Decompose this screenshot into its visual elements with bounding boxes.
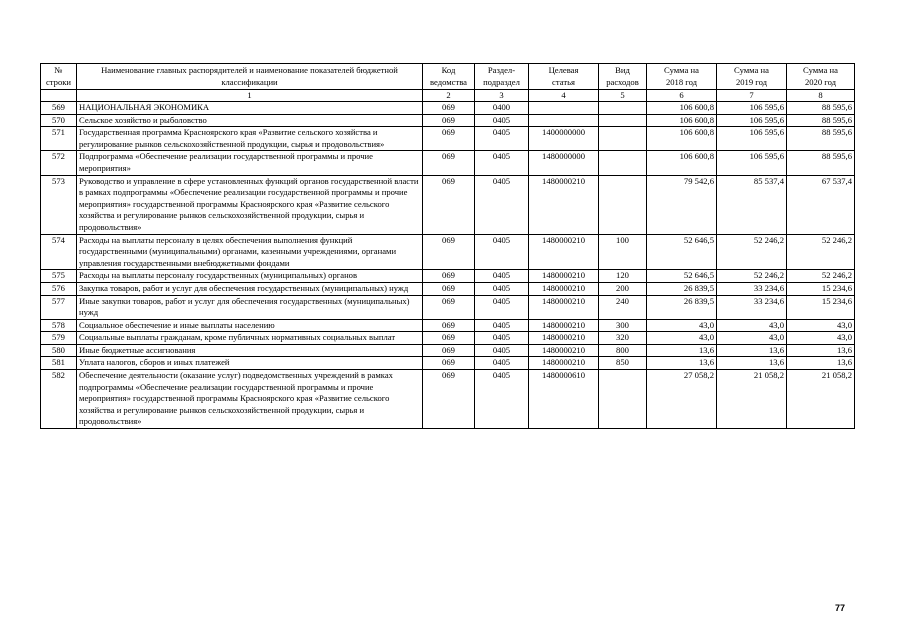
expense-type-cell: 240 xyxy=(599,295,647,319)
sum-2018-cell: 106 600,8 xyxy=(647,151,717,175)
table-row xyxy=(41,295,855,319)
expense-type-cell xyxy=(599,175,647,234)
dept-code-cell: 069 xyxy=(423,344,475,357)
sum-2018-cell: 26 839,5 xyxy=(647,282,717,295)
row-number-cell: 581 xyxy=(41,357,77,370)
row-number-cell: 569 xyxy=(41,102,77,115)
dept-code-cell: 069 xyxy=(423,270,475,283)
expense-type-cell xyxy=(599,127,647,151)
table-row xyxy=(41,319,855,332)
sum-2019-cell: 106 595,6 xyxy=(717,102,787,115)
column-number: 8 xyxy=(787,90,855,102)
row-name-cell: Руководство и управление в сфере установленных функций органов государственной власти в рамках подпрограммы «Обеспечение реализации государственной программы и прочие мероприятия» государственной программы Красноярского края «Развитие сельского хозяйства и регулирование рынков сельскохозяйственной продукции, сырья и продовольствия» xyxy=(77,175,423,234)
header-name: Наименование главных распорядителей и наименование показателей бюджетной классификации xyxy=(77,64,423,90)
sum-2018-cell: 27 058,2 xyxy=(647,370,717,429)
row-number-cell: 571 xyxy=(41,127,77,151)
sum-2018-cell: 13,6 xyxy=(647,357,717,370)
expense-type-cell xyxy=(599,151,647,175)
target-article-cell: 1480000610 xyxy=(529,370,599,429)
target-article-cell: 1480000210 xyxy=(529,344,599,357)
target-article-cell: 1480000210 xyxy=(529,319,599,332)
sum-2020-cell: 88 595,6 xyxy=(787,151,855,175)
sum-2020-cell: 88 595,6 xyxy=(787,114,855,127)
dept-code-cell: 069 xyxy=(423,295,475,319)
sum-2020-cell: 67 537,4 xyxy=(787,175,855,234)
header-section: Раздел-подраздел xyxy=(475,64,529,90)
table-row xyxy=(41,102,855,115)
dept-code-cell: 069 xyxy=(423,282,475,295)
header-target: Целевая статья xyxy=(529,64,599,90)
column-number: 7 xyxy=(717,90,787,102)
column-number xyxy=(41,90,77,102)
column-number: 5 xyxy=(599,90,647,102)
sum-2019-cell: 33 234,6 xyxy=(717,295,787,319)
header-expense-type: Вид расходов xyxy=(599,64,647,90)
sum-2018-cell: 13,6 xyxy=(647,344,717,357)
target-article-cell xyxy=(529,114,599,127)
column-number: 3 xyxy=(475,90,529,102)
table-row xyxy=(41,270,855,283)
section-cell: 0405 xyxy=(475,332,529,345)
section-cell: 0405 xyxy=(475,295,529,319)
row-number-cell: 578 xyxy=(41,319,77,332)
target-article-cell: 1480000210 xyxy=(529,234,599,270)
sum-2019-cell: 106 595,6 xyxy=(717,114,787,127)
target-article-cell: 1480000210 xyxy=(529,332,599,345)
expense-type-cell: 100 xyxy=(599,234,647,270)
dept-code-cell: 069 xyxy=(423,114,475,127)
sum-2019-cell: 106 595,6 xyxy=(717,151,787,175)
sum-2018-cell: 52 646,5 xyxy=(647,234,717,270)
row-number-cell: 574 xyxy=(41,234,77,270)
row-name-cell: Социальное обеспечение и иные выплаты населению xyxy=(77,319,423,332)
expense-type-cell xyxy=(599,114,647,127)
table-body xyxy=(41,102,855,429)
header-num: № строки xyxy=(41,64,77,90)
sum-2020-cell: 15 234,6 xyxy=(787,295,855,319)
table-row xyxy=(41,282,855,295)
row-number-cell: 579 xyxy=(41,332,77,345)
dept-code-cell: 069 xyxy=(423,102,475,115)
section-cell: 0405 xyxy=(475,370,529,429)
section-cell: 0405 xyxy=(475,234,529,270)
table-row xyxy=(41,151,855,175)
header-sum-2019: Сумма на 2019 год xyxy=(717,64,787,90)
expense-type-cell xyxy=(599,370,647,429)
row-number-cell: 572 xyxy=(41,151,77,175)
sum-2018-cell: 106 600,8 xyxy=(647,114,717,127)
sum-2019-cell: 85 537,4 xyxy=(717,175,787,234)
sum-2018-cell: 79 542,6 xyxy=(647,175,717,234)
header-row xyxy=(41,64,855,90)
dept-code-cell: 069 xyxy=(423,357,475,370)
column-number: 4 xyxy=(529,90,599,102)
table-row xyxy=(41,344,855,357)
column-number: 6 xyxy=(647,90,717,102)
row-name-cell: Расходы на выплаты персоналу государственных (муниципальных) органов xyxy=(77,270,423,283)
row-number-cell: 576 xyxy=(41,282,77,295)
target-article-cell: 1480000210 xyxy=(529,175,599,234)
sum-2020-cell: 43,0 xyxy=(787,319,855,332)
dept-code-cell: 069 xyxy=(423,127,475,151)
column-number: 2 xyxy=(423,90,475,102)
target-article-cell: 1480000000 xyxy=(529,151,599,175)
target-article-cell: 1480000210 xyxy=(529,282,599,295)
row-name-cell: Подпрограмма «Обеспечение реализации государственной программы и прочие мероприятия» xyxy=(77,151,423,175)
row-name-cell: Иные закупки товаров, работ и услуг для обеспечения государственных (муниципальных) нужд xyxy=(77,295,423,319)
section-cell: 0405 xyxy=(475,282,529,295)
dept-code-cell: 069 xyxy=(423,319,475,332)
row-name-cell: Социальные выплаты гражданам, кроме публичных нормативных социальных выплат xyxy=(77,332,423,345)
table-row xyxy=(41,114,855,127)
column-number: 1 xyxy=(77,90,423,102)
sum-2020-cell: 13,6 xyxy=(787,357,855,370)
dept-code-cell: 069 xyxy=(423,234,475,270)
row-name-cell: Уплата налогов, сборов и иных платежей xyxy=(77,357,423,370)
row-name-cell: Иные бюджетные ассигнования xyxy=(77,344,423,357)
section-cell: 0405 xyxy=(475,344,529,357)
section-cell: 0405 xyxy=(475,127,529,151)
row-number-cell: 582 xyxy=(41,370,77,429)
sum-2020-cell: 88 595,6 xyxy=(787,127,855,151)
table-row xyxy=(41,370,855,429)
sum-2018-cell: 106 600,8 xyxy=(647,127,717,151)
target-article-cell: 1480000210 xyxy=(529,295,599,319)
sum-2020-cell: 52 246,2 xyxy=(787,234,855,270)
table-row xyxy=(41,127,855,151)
sum-2019-cell: 21 058,2 xyxy=(717,370,787,429)
sum-2018-cell: 43,0 xyxy=(647,319,717,332)
expense-type-cell: 320 xyxy=(599,332,647,345)
section-cell: 0405 xyxy=(475,319,529,332)
row-name-cell: Расходы на выплаты персоналу в целях обеспечения выполнения функций государственными (муниципальными) органами, казенными учреждениями, органами управления государственными внебюджетными фондами xyxy=(77,234,423,270)
sum-2019-cell: 106 595,6 xyxy=(717,127,787,151)
sum-2019-cell: 52 246,2 xyxy=(717,234,787,270)
dept-code-cell: 069 xyxy=(423,175,475,234)
sum-2019-cell: 13,6 xyxy=(717,357,787,370)
sum-2018-cell: 43,0 xyxy=(647,332,717,345)
sum-2018-cell: 26 839,5 xyxy=(647,295,717,319)
sum-2020-cell: 52 246,2 xyxy=(787,270,855,283)
expense-type-cell: 300 xyxy=(599,319,647,332)
expense-type-cell: 800 xyxy=(599,344,647,357)
target-article-cell: 1480000210 xyxy=(529,270,599,283)
expense-type-cell: 850 xyxy=(599,357,647,370)
sum-2018-cell: 52 646,5 xyxy=(647,270,717,283)
row-name-cell: Сельское хозяйство и рыболовство xyxy=(77,114,423,127)
sum-2020-cell: 43,0 xyxy=(787,332,855,345)
row-name-cell: Обеспечение деятельности (оказание услуг) подведомственных учреждений в рамках подпрограммы «Обеспечение реализации государственной программы и прочие мероприятия» государственной программы Красноярского края «Развитие сельского хозяйства и регулирование рынков сельскохозяйственной продукции, сырья и продовольствия» xyxy=(77,370,423,429)
expense-type-cell: 200 xyxy=(599,282,647,295)
header-sum-2018: Сумма на 2018 год xyxy=(647,64,717,90)
sum-2020-cell: 21 058,2 xyxy=(787,370,855,429)
section-cell: 0405 xyxy=(475,175,529,234)
sum-2018-cell: 106 600,8 xyxy=(647,102,717,115)
sum-2020-cell: 13,6 xyxy=(787,344,855,357)
row-number-cell: 575 xyxy=(41,270,77,283)
row-name-cell: Закупка товаров, работ и услуг для обеспечения государственных (муниципальных) нужд xyxy=(77,282,423,295)
target-article-cell: 1400000000 xyxy=(529,127,599,151)
target-article-cell xyxy=(529,102,599,115)
budget-table xyxy=(40,63,855,429)
sum-2019-cell: 13,6 xyxy=(717,344,787,357)
row-number-cell: 577 xyxy=(41,295,77,319)
table-row xyxy=(41,357,855,370)
section-cell: 0400 xyxy=(475,102,529,115)
row-number-cell: 580 xyxy=(41,344,77,357)
header-dept-code: Код ведомства xyxy=(423,64,475,90)
sum-2019-cell: 43,0 xyxy=(717,332,787,345)
sum-2020-cell: 88 595,6 xyxy=(787,102,855,115)
header-sum-2020: Сумма на 2020 год xyxy=(787,64,855,90)
section-cell: 0405 xyxy=(475,151,529,175)
sum-2020-cell: 15 234,6 xyxy=(787,282,855,295)
table-row xyxy=(41,332,855,345)
sum-2019-cell: 43,0 xyxy=(717,319,787,332)
row-number-cell: 573 xyxy=(41,175,77,234)
sum-2019-cell: 33 234,6 xyxy=(717,282,787,295)
table-row xyxy=(41,175,855,234)
target-article-cell: 1480000210 xyxy=(529,357,599,370)
expense-type-cell xyxy=(599,102,647,115)
row-name-cell: НАЦИОНАЛЬНАЯ ЭКОНОМИКА xyxy=(77,102,423,115)
page-number: 77 xyxy=(835,603,846,613)
expense-type-cell: 120 xyxy=(599,270,647,283)
sum-2019-cell: 52 246,2 xyxy=(717,270,787,283)
column-number-row xyxy=(41,90,855,102)
row-name-cell: Государственная программа Красноярского края «Развитие сельского хозяйства и регулирование рынков сельскохозяйственной продукции, сырья и продовольствия» xyxy=(77,127,423,151)
section-cell: 0405 xyxy=(475,357,529,370)
section-cell: 0405 xyxy=(475,114,529,127)
section-cell: 0405 xyxy=(475,270,529,283)
table-row xyxy=(41,234,855,270)
dept-code-cell: 069 xyxy=(423,370,475,429)
dept-code-cell: 069 xyxy=(423,332,475,345)
dept-code-cell: 069 xyxy=(423,151,475,175)
row-number-cell: 570 xyxy=(41,114,77,127)
